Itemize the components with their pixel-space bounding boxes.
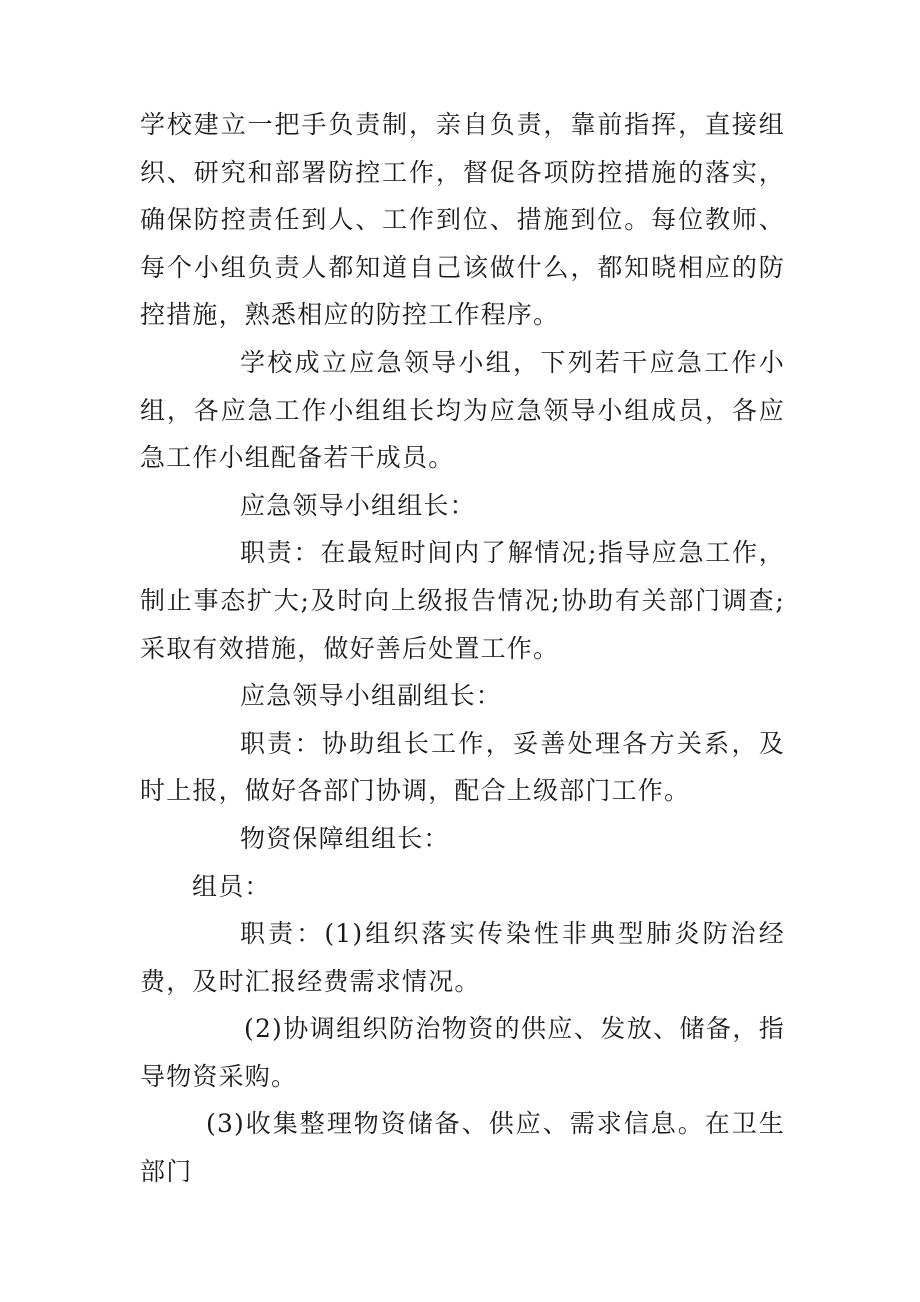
paragraph-deputy-leader-duties: 职责：协助组长工作，妥善处理各方关系，及时上报，做好各部门协调，配合上级部门工作。 — [140, 728, 785, 806]
paragraph-supply-duty-3: (3)收集整理物资储备、供应、需求信息。在卫生部门 — [140, 1109, 785, 1187]
document-body — [140, 101, 785, 1196]
paragraph-supply-group-leader-title: 物资保障组组长： — [240, 823, 450, 853]
paragraph-supply-duty-1: 职责：(1)组织落实传染性非典型肺炎防治经费，及时汇报经费需求情况。 — [140, 919, 785, 996]
paragraph-leader-duties: 职责：在最短时间内了解情况;指导应急工作，制止事态扩大;及时向上级报告情况;协助有关部门调查;采取有效措施，做好善后处置工作。 — [140, 538, 785, 663]
paragraph-supply-duty-2: (2)协调组织防治物资的供应、发放、储备，指导物资采购。 — [140, 1014, 785, 1091]
paragraph-responsibility-system: 学校建立一把手负责制，亲自负责，靠前指挥，直接组织、研究和部署防控工作，督促各项防控措施的落实，确保防控责任到人、工作到位、措施到位。每位教师、每个小组负责人都知道自己该做什么，都知晓相应的防控措施，熟悉相应的防控工作程序。 — [140, 110, 785, 330]
paragraph-emergency-group-setup: 学校成立应急领导小组，下列若干应急工作小组，各应急工作小组组长均为应急领导小组成员，各应急工作小组配备若干成员。 — [140, 347, 785, 473]
paragraph-leader-title: 应急领导小组组长： — [240, 490, 476, 520]
paragraph-deputy-leader-title: 应急领导小组副组长： — [240, 681, 503, 711]
paragraph-members-label: 组员： — [192, 871, 271, 901]
